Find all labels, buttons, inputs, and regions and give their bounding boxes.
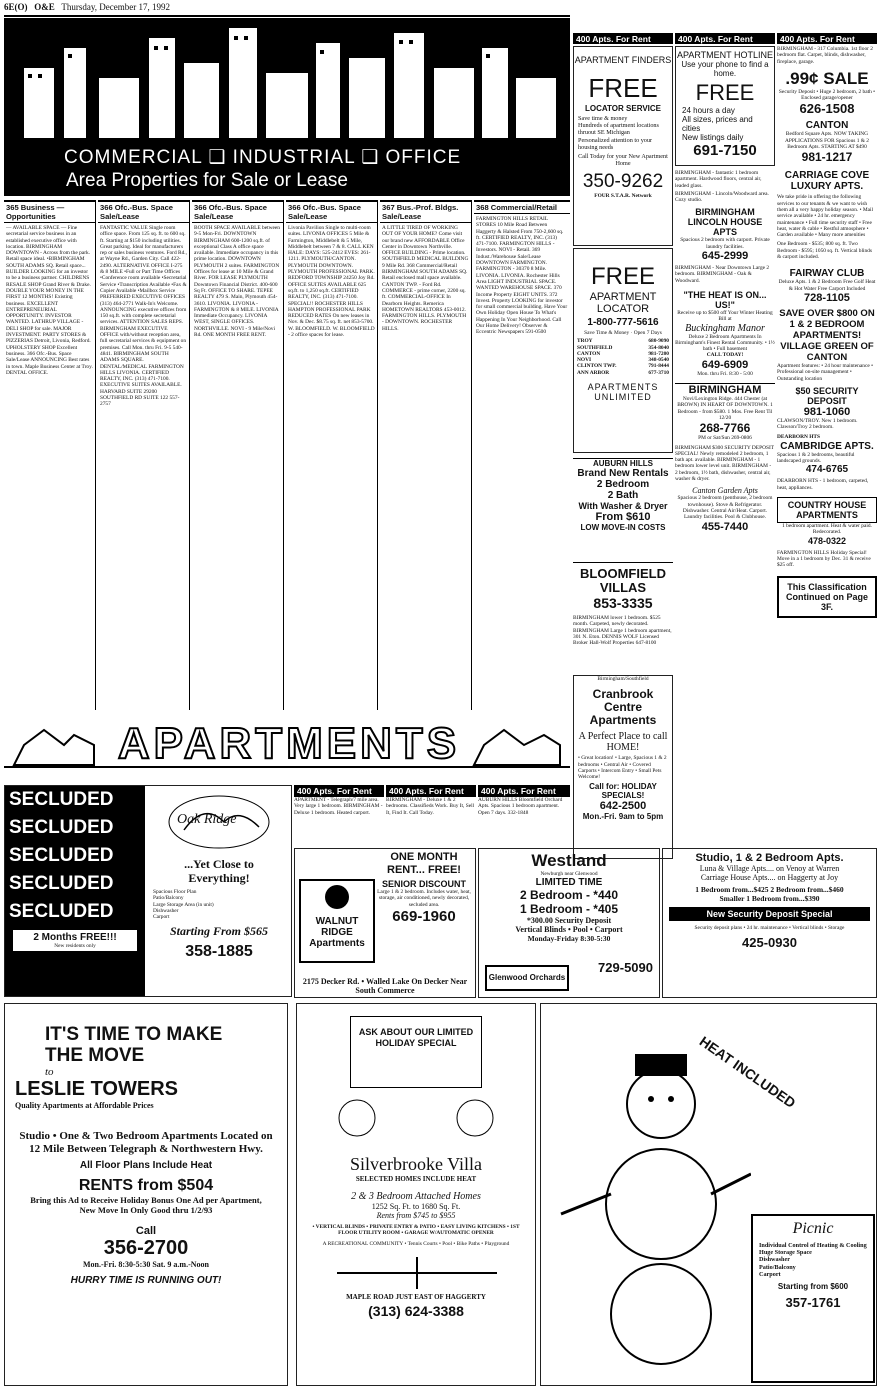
leslie-rents: RENTS from $504: [78, 1177, 214, 1194]
bloomfield-phone: 853-3335: [593, 595, 653, 611]
walnut-ridge-ad: [294, 848, 476, 998]
column-header: 365 Business — Opportunities: [4, 200, 95, 223]
page-number: 6E(O): [4, 2, 28, 12]
walnut-content: [375, 851, 473, 925]
commercial-col-5: [380, 200, 472, 710]
city-skyline: [4, 18, 570, 138]
heat-included-ad: [540, 1003, 877, 1386]
apts-col-text: AUBURN HILLS Bloomfield Orchard Apts. Spacious 1 bedroom apartment. Open 7 days. 332-1848: [478, 797, 563, 816]
finders-bullets: [574, 113, 672, 153]
silverbrooke-townhomes: 2 & 3 Bedroom Attached Homes: [351, 1191, 481, 1202]
canton-garden-text: Spacious 2 bedroom (penthouse, 2 bedroom townhouse). Stove & Refrigerator. Dishwasher. Central Air/Heat. Carport. Laundry facilities. Pool & Clubhouse.: [677, 495, 773, 521]
westland-ad: [478, 848, 660, 998]
right-ads: [777, 46, 877, 818]
secluded-word: SECLUDED: [9, 901, 114, 922]
commercial-col-1: [4, 200, 96, 710]
auburn-line: From $610: [595, 511, 651, 523]
mid-right-ads: [675, 170, 775, 818]
locator-free: FREE: [590, 263, 655, 290]
tree-icon: [303, 881, 371, 911]
westland-limited: LIMITED TIME: [535, 877, 603, 889]
secluded-ad: [4, 785, 292, 997]
cranbrook-features: • Great location! • Large, Spacious 1 & 2 bedrooms • Central Air • Covered Carports • Intercom Entry • Small Pets Welcome!: [578, 755, 667, 781]
apts-col-header: 400 Apts. For Rent: [478, 785, 570, 797]
picnic-box: [751, 1214, 875, 1383]
apts-header-2: 400 Apts. For Rent: [675, 33, 775, 44]
ornament-box: [350, 1016, 482, 1088]
canton-text: Bedford Square Apts. NOW TAKING APPLICATIONS FOR Spacious 1 & 2 Bedroom Apts. STARTING AT $490: [784, 131, 869, 151]
paper-name: O&E: [34, 2, 55, 12]
filler-text: BIRMINGHAM - Lincoln/Woodward area. Cozy studio.: [675, 190, 769, 204]
cranbrook-call: Call for: HOLIDAY SPECIALS!: [589, 782, 657, 801]
locator-row: NOVI 348-0540: [577, 357, 669, 364]
filler-text: BIRMINGHAM - fantastic 1 bedroom apartment. Hardwood floors, central air, leaded glass.: [675, 170, 762, 189]
locator-row: SOUTHFIELD 354-8040: [577, 344, 669, 351]
locator-title: APARTMENT LOCATOR: [589, 291, 657, 315]
finders-bullet: Save time & money: [578, 115, 628, 122]
filler-text: BIRMINGHAM - Near Downtown Large 2 bedroom. BIRMINGHAM - Oak & Woodward.: [675, 265, 770, 284]
picnic-feature: Huge Storage Space: [759, 1249, 812, 1257]
locator-note: Save Time & Money · Open 7 Days: [584, 330, 662, 336]
carriage-cove: CARRIAGE COVE LUXURY APTS.: [784, 170, 870, 193]
column-header: 366 Ofc.-Bus. Space Sale/Lease: [286, 200, 377, 223]
secluded-word: SECLUDED: [9, 873, 114, 894]
dearborn-hts: DEARBORN HTS: [777, 434, 820, 441]
westland-two-bed: 2 Bedroom - *440: [519, 888, 619, 903]
silverbrooke-rents: Rents from $745 to $955: [376, 1211, 456, 1220]
country-house: COUNTRY HOUSE APARTMENTS: [777, 497, 877, 523]
cambridge-title: CAMBRIDGE APTS.: [780, 440, 874, 452]
walnut-address: 2175 Decker Rd. • Walled Lake On Decker Near South Commerce: [302, 977, 468, 995]
leslie-phone: 356-2700: [103, 1237, 189, 1259]
westland-phone: 729-5090: [598, 960, 653, 975]
apts-header-3: 400 Apts. For Rent: [777, 33, 877, 44]
finders-bullet: Personalized attention to your housing needs: [578, 136, 653, 151]
phone-hours: PM or Sat/Sun 269-0806: [698, 435, 752, 442]
leslie-call: Call: [135, 1225, 157, 1237]
apts-col-a: [294, 785, 384, 845]
oak-feature: Dishwasher: [153, 907, 179, 914]
country-phone: 478-0322: [807, 535, 847, 546]
secluded-word: SECLUDED: [9, 845, 114, 866]
sale-title: .99¢ SALE: [785, 68, 869, 88]
silverbrooke-name: Silverbrooke Villa: [349, 1154, 483, 1174]
leslie-desc: Studio • One & Two Bedroom Apartments Located on 12 Mile Between Telegraph & Northwestern Hwy.: [19, 1130, 273, 1155]
luna-line: Luna & Village Apts.... on Venoy at Warren: [699, 864, 840, 873]
locator-row: CANTON 981-7200: [577, 350, 669, 357]
commercial-title: COMMERCIAL ❑ INDUSTRIAL ❑ OFFICE: [64, 147, 462, 168]
walnut-name: WALNUT RIDGE Apartments: [309, 916, 365, 949]
picnic-price: Starting from $600: [777, 1282, 849, 1292]
canton-garden-phone: 455-7440: [701, 520, 749, 533]
cranbrook-ad: [573, 675, 673, 859]
cambridge-phone: 474-6765: [805, 464, 849, 476]
column-text: BOOTH SPACE AVAILABLE between 9-5 Mon-Fri. DOWNTOWN BIRMINGHAM 600-1200 sq.ft. of exceptional Class A office space available. Immediate occupancy in this prime location. DOWNTOWN PLYMOUTH 2 suites. FARMINGTON Offices for lease at 10 Mile & Grand River. FOR LEASE PLYMOUTH Downtown Financial District. 400-600 Sq Ft. OFFICE TO SHARE. TEPEE REALTY 479 S. Main, Plymouth 454-3610. LIVONIA. LIVONIA - FARMINGTON & 8 MILE. LIVONIA Immediate Occupancy. LIVONIA WEST, SINGLE OFFICES. NORTHVILLE. NOVI - 9 Mile/Novi Rd. ONE MONTH FREE RENT.: [194, 225, 281, 339]
walnut-desc: Large 1 & 2 bedroom. Includes water, heat, storage, air conditioned, newly decorated, secluded area.: [377, 889, 471, 908]
locator-row: ANN ARBOR 677-3710: [577, 369, 669, 376]
column-header: 366 Ofc.-Bus. Space Sale/Lease: [98, 200, 189, 223]
cranbrook-hours: Mon.-Fri. 9am to 5pm: [582, 812, 664, 822]
farmington-text: FARMINGTON HILLS Holiday Special! Move in a 1 bedroom by Dec. 31 & receive $25 off.: [777, 549, 871, 569]
finders-free: FREE: [588, 73, 658, 103]
oak-ridge-tag: ...Yet Close to Everything!: [184, 857, 254, 885]
sale-phone: 626-1508: [799, 101, 855, 117]
leslie-time: IT'S TIME TO MAKE THE MOVE: [45, 1024, 223, 1066]
finders-call: Call Today for your New Apartment Home: [578, 153, 668, 168]
heat-is-on: "THE HEAT IS ON... US!": [683, 289, 767, 310]
canton-garden: Canton Garden Apts: [692, 486, 758, 496]
free-text: 2 Months FREE!!!: [33, 932, 117, 943]
picnic-features: [753, 1238, 873, 1282]
silverbrooke-road: MAPLE ROAD JUST EAST OF HAGGERTY: [346, 1292, 486, 1301]
walnut-phone: 669-1960: [392, 907, 456, 925]
westland-deposit: *300.00 Security Deposit: [526, 916, 612, 926]
silverbrooke-features: • VERTICAL BLINDS • PRIVATE ENTRY & PATIO • EASY LIVING KITCHENS • 1ST FLOOR UTILITY ROOM • GARAGE W/AUTOMATIC OPENER: [312, 1224, 520, 1237]
column-header: 368 Commercial/Retail: [474, 200, 570, 214]
leslie-name: LESLIE TOWERS: [15, 1078, 178, 1100]
silverbrooke-phone: (313) 624-3388: [368, 1302, 464, 1319]
apartment-hotline-ad: [675, 46, 775, 166]
snowman-icon: [551, 1014, 751, 1374]
apts-col-header: 400 Apts. For Rent: [386, 785, 476, 797]
silverbrooke-community: A RECREATIONAL COMMUNITY • Tennis Courts • Pool • Bike Paths • Playground: [322, 1240, 510, 1247]
hotline-bullet: 24 hours a day: [682, 106, 735, 115]
commercial-col-4: [286, 200, 378, 710]
leslie-hours: Mon.-Fri. 8:30-5:30 Sat. 9 a.m.-Noon: [83, 1260, 209, 1269]
lincoln-text: Spacious 2 bedroom with carport. Private laundry facilities.: [680, 237, 770, 250]
cambridge-text: Spacious 1 & 2 bedrooms, beautiful landscaped grounds.: [777, 451, 855, 465]
column-header: 367 Bus.-Prof. Bldgs. Sale/Lease: [380, 200, 471, 223]
westland-features: Vertical Blinds • Pool • Carport: [515, 925, 623, 935]
picnic-feature: Patio/Balcony: [759, 1263, 796, 1271]
westland-sub: Newburgh near Glenwood: [540, 871, 598, 877]
apts-col-header: 400 Apts. For Rent: [294, 785, 384, 797]
save-headline: SAVE OVER $800 ON 1 & 2 BEDROOM APARTMENTS! VILLAGE GREEN OF CANTON: [779, 307, 875, 363]
hotline-free: FREE: [695, 80, 755, 105]
sale-text: Security Deposit • Huge 2 bedroom, 2 bath • Enclosed garage/opener: [778, 88, 876, 102]
luna-ad: [662, 848, 877, 998]
leslie-towers-ad: [4, 1003, 288, 1386]
filler-text: BIRMINGHAM - 317 Columbia. 1st floor 2 bedroom flat. Carpet, blinds, dishwasher, fireplace, garage.: [777, 46, 873, 65]
heat-included-text: HEAT INCLUDED: [696, 1032, 799, 1112]
leslie-bring: Bring this Ad to Receive Holiday Bonus One Ad per Apartment, New Move In Only Good thru 1/2/93: [30, 1195, 262, 1215]
auburn-title: AUBURN HILLS: [593, 459, 653, 468]
walnut-headline: ONE MONTH RENT... FREE!: [387, 851, 461, 876]
auburn-line: LOW MOVE-IN COSTS: [580, 523, 666, 532]
finders-title: APARTMENT FINDERS: [574, 55, 672, 65]
silverbrooke-selected: SELECTED HOMES INCLUDE HEAT: [355, 1175, 477, 1183]
auburn-line: 2 Bedroom: [596, 479, 650, 490]
holiday-ornament-icon: [297, 1088, 535, 1148]
commercial-banner: [4, 18, 570, 196]
oak-phone: 358-1885: [185, 943, 253, 961]
security-deposit: $50 SECURITY DEPOSIT: [795, 385, 859, 406]
apts-col-text: BIRMINGHAM - Deluxe 1 & 2 bedrooms. Classifieds Work. Buy It, Sell It, Find It. Call Today.: [386, 797, 475, 816]
column-text: FARMINGTON HILLS RETAIL STORES 10 Mile Road Between Haggerty & Halsted From 750-2,600 sq. ft. CERTIFIED REALTY, INC. (313) 471-7100. FARMINGTON HILLS - Investors. NOVI - Retail. 369 Indust./Warehouse Sale/Lease DOWNTOWN FARMINGTON. FARMINGTON - 30370 8 Mile. LIVONIA. LIVONIA. Rochester Hills Area LIGHT INDUSTRIAL SPACE. WANTED WAREHOUSE SPACE. 370 Income Property EIGHT UNITS. 372 Invest. Property LOOKING for investor for small commercial building. Have Your Own Holiday Open House To What's Happening In Your Neighborhood. Call Our Home Delivery! Observer & Eccentric Newspapers 591-0500: [476, 216, 568, 336]
oak-price: Starting From $565: [169, 924, 269, 939]
oak-features: [147, 885, 291, 924]
heat-text: Receive up to $500 off Your Winter Heating Bill at: [677, 309, 773, 323]
apts-col-c: [478, 785, 570, 845]
free-box: [13, 930, 137, 951]
masthead: [4, 2, 584, 16]
walnut-senior: SENIOR DISCOUNT: [381, 879, 466, 889]
hotline-phone: 691-7150: [693, 142, 757, 159]
security-phone: 981-1060: [803, 405, 851, 418]
fairway-title: FAIRWAY CLUB: [789, 268, 865, 280]
apts-col-text: APARTMENT - Telegraph/7 mile area. Very large 1 bedroom. BIRMINGHAM - Deluxe 1 bedroom. Heated carport.: [294, 797, 383, 816]
buck-text: Deluxe 2 Bedroom Apartments In Birmingham's Finest Rental Community. • 1½ bath • Full basement: [675, 333, 775, 353]
fairway-phone: 728-1105: [804, 291, 850, 304]
westland-hours: Monday-Friday 8:30-5:30: [527, 934, 611, 944]
apartments-unlimited: APARTMENTS UNLIMITED: [587, 382, 659, 403]
apts-col-b: [386, 785, 476, 845]
call-today: CALL TODAY!: [706, 352, 744, 359]
picnic-phone: 357-1761: [785, 1295, 841, 1311]
locator-row: CLINTON TWP. 791-8444: [577, 363, 669, 370]
finders-service: LOCATOR SERVICE: [584, 104, 661, 113]
leslie-heat: All Floor Plans Include Heat: [79, 1160, 213, 1171]
auburn-line: Brand New Rentals: [577, 468, 669, 479]
secluded-words: [5, 786, 145, 997]
map-icon: [297, 1253, 535, 1293]
oak-ridge-name: Oak Ridge: [177, 812, 237, 827]
silverbrooke-size: 1252 Sq. Ft. to 1680 Sq. Ft.: [371, 1202, 461, 1211]
column-text: — AVAILABLE SPACE — Fine secretarial service business in an established executive office with location. BIRMINGHAM DOWNTOWN - Across from the park. Retail space ideal. •BIRMINGHAM SOUTH ADAMS SQ. Retail space... BUILDER LOOKING for an investor to be a business partner. CHILDRENS RESALE SHOP Grand River & Drake. DOUBLE YOUR MONEY IN THE FIRST 12 MONTHS! Existing business. EXCELLENT ENTREPRENEURIAL OPPORTUNITY. INVESTOR WANTED. LATHRUP VILLAGE - DELI SHOP for sale. MAJOR INVESTMENT. PARTY STORES & PIZZERIAS Detroit, Livonia, Redford. UPHOLSTERY SHOP Excellent business. 366 Ofc.-Bus. Space Sale/Lease ANNOUNCING Best rates in town. Maple Business Center at Troy. DENTAL OFFICE.: [6, 225, 93, 376]
leslie-quality: Quality Apartments at Affordable Prices: [15, 1101, 154, 1110]
oak-feature: Spacious Floor Plan: [153, 889, 197, 895]
auburn-line: With Washer & Dryer: [578, 501, 668, 511]
canton-info: One Bedroom - $535; 800 sq. ft. Two Bedroom - $595; 1050 sq. ft. Vertical blinds & carport included.: [777, 241, 872, 261]
auburn-hills-ad: [573, 458, 673, 558]
carriage-text: We take pride in offering the following services to our tenants & we want to wish them all a very happy holiday season. • Mail service available • 24 hr. emergency maintenance • Full time security staff • Free heat, water & cable • Restful atmosphere • Garden available • Many more amenities: [777, 194, 874, 239]
luna-title: Studio, 1 & 2 Bedroom Apts.: [695, 852, 844, 864]
glenwood-logo: [485, 965, 569, 991]
leslie-hurry: HURRY TIME IS RUNNING OUT!: [70, 1275, 222, 1286]
buckingham: Buckingham Manor: [685, 322, 765, 334]
clawson-text: CLAWSON/TROY. New 1 bedroom. Clawson/Troy 2 bedroom.: [777, 417, 858, 431]
hotline-bullet: New listings daily: [682, 133, 744, 142]
bloomfield-villas-ad: [573, 562, 673, 672]
hotline-sub: Use your phone to find a home.: [681, 60, 769, 78]
apartment-finders-ad: [573, 46, 673, 246]
apartment-locator-ad: [573, 248, 673, 453]
luna-prices-2: Smaller 1 Bedroom from...$390: [719, 894, 820, 903]
canton-title: CANTON: [805, 120, 849, 132]
luna-phone: 425-0930: [742, 935, 797, 951]
leslie-to: to: [45, 1066, 54, 1078]
apartments-banner: [4, 715, 570, 775]
column-text: Livonia Pavilion Single to multi-room suites. LIVONIA OFFICES 5 Mile & Farmington, Middlebelt & 5 Mile, Middlebelt between 7 & 8. CALL KEN HALE: DAYS: 525-2412 EVES: 261-1211. PLYMOUTH/CANTON. PLYMOUTH DOWNTOWN. PLYMOUTH PROFESSIONAL PARK. REDFORD TOWNSHIP 24250 Joy Rd. OFFICE SUITES AVAILABLE 625 sq.ft. to 1,250 sq.ft. CERTIFIED REALTY, INC. (313) 471-7100. SPECIAL!! ROCHESTER HILLS HAMPTON PROFESSIONAL PARK REDUCED RATES On new leases in Nov. & Dec. $8.75 sq. ft. net 853-5700. W. BLOOMFIELD. W. BLOOMFIELD - 2 office spaces for lease.: [288, 225, 375, 339]
luna-prices: 1 Bedroom from...$425 2 Bedroom from...$460: [695, 885, 844, 894]
canton-phone: 981-1217: [801, 150, 853, 165]
birm-text: Novi/Lexington Ridge. 444 Chester (at BROWN) IN HEART OF DOWNTOWN. 1 Bedroom - from $580. 1 Mos. Free Rent Til 12/20: [677, 396, 773, 421]
birmingham-title: BIRMINGHAM: [675, 383, 775, 396]
locator-rows: [574, 338, 672, 376]
classification-note: This Classification Continued on Page 3F.: [777, 576, 877, 618]
oak-feature: Large Storage Area (in unit): [153, 901, 214, 908]
hotline-title: APARTMENT HOTLINE: [676, 50, 774, 60]
commercial-col-3: [192, 200, 284, 710]
column-text: FANTASTIC VALUE Single room office space. From 125 sq. ft. to 600 sq. ft. Starting at $150 including utilities. Great parking. Ideal for manufacturers rep or sales business ventures. Ford Rd., at Wayne Rd., Garden City. Call 422-2490. ALTERNATIVE OFFICE I-275 & 8 MILE •Full or Part Time Offices •Conference room available •Secretarial Service •Transcription Available •Fax & Copier Available •Mailbox Service PREFERRED EXECUTIVE OFFICES (313) 464-2771 Walk-In's Welcome. ANNOUNCING executive offices from 150 sq.ft. with complete secretarial services. ATTENTION SALES REPS. BIRMINGHAM EXECUTIVE OFFICE with/without reception area, full secretarial services & equipment on premises. Call Mon. thru Fri. 9-5 540-4841. BIRMINGHAM SOUTH ADAMS SQUARE. DENTAL/MEDICAL FARMINGTON HILLS LIVONIA. CERTIFIED REALTY, INC. (313) 471-7100. EXECUTIVE SUITES AVAILABLE. HARVARD SUITE 29200 SOUTHFIELD RD SUITE 122 557-2757: [100, 225, 187, 408]
secluded-word: SECLUDED: [9, 817, 114, 838]
picnic-feature: Individual Control of Heating & Cooling: [759, 1242, 867, 1249]
silverbrooke-ask: ASK ABOUT OUR LIMITED HOLIDAY SPECIAL: [358, 1027, 474, 1048]
cranbrook-tagline: A Perfect Place to call HOME!: [578, 731, 668, 754]
issue-date: Thursday, December 17, 1992: [61, 2, 170, 12]
bloomfield-text: BIRMINGHAM lower 1 bedroom. $525 month. Carpeted, newly decorated. BIRMINGHAM Large 1 bedroom apartment, 301 N. Eton. DENNIS WOLF Licensed Broker Hall-Wolf Properties 647-8100: [573, 615, 672, 647]
walnut-logo: [299, 879, 375, 963]
hotline-bullets: [676, 106, 774, 142]
westland-one-bed: 1 Bedroom - *405: [519, 902, 619, 917]
silverbrooke-ad: [296, 1003, 536, 1386]
cranbrook-phone: 642-2500: [599, 800, 647, 813]
locator-row: TROY 680-9090: [577, 338, 669, 345]
finders-phone: 350-9262: [582, 171, 664, 193]
dearborn-text: DEARBORN HTS - 1 bedroom, carpeted, heat, appliances.: [777, 478, 869, 491]
fairway-text: Deluxe Apts. 1 & 2 Bedroom Free Golf Heat & Hot Water Free Carport Included: [778, 279, 876, 292]
locator-phone: 1-800-777-5616: [587, 317, 659, 328]
picnic-feature: Carport: [759, 1270, 781, 1278]
buck-hours: Mon. thru Fri. 8:30 - 5:00: [697, 370, 753, 377]
picnic-feature: Dishwasher: [759, 1256, 790, 1264]
column-header: 366 Ofc.-Bus. Space Sale/Lease: [192, 200, 283, 223]
lincoln-house: BIRMINGHAM LINCOLN HOUSE APTS: [687, 207, 763, 238]
country-text: 1 bedroom apartment. Heat & water paid. Redecorated.: [782, 522, 872, 536]
column-text: A LITTLE TIRED OF WORKING OUT OF YOUR HOME? Come visit our brand new AFFORDABLE Office Center in Downtown Northville. OFFICE BUILDING - Prime location. SOUTHFIELD MEDICAL BUILDING 9 Mile Rd. 368 Commercial/Retail BIRMINGHAM SOUTH ADAMS SQ. Retail enclosed mall space available. CANTON TWP. - Ford Rd. COMMERCE - prime corner, 2200 sq. ft. COMMERCIAL-OFFICE In Dearborn Heights. Remerica HOMETOWN REALTORS 453-0012. FARMINGTON HILLS. PLYMOUTH - DOWNTOWN. ROCHESTER HILLS.: [382, 225, 469, 332]
phone-268: 268-7766: [699, 421, 751, 436]
luna-special: New Security Deposit Special: [669, 907, 870, 921]
auburn-line: 2 Bath: [607, 490, 639, 501]
cranbrook-title: Cranbrook Centre Apartments: [589, 687, 657, 728]
commercial-subtitle: Area Properties for Sale or Lease: [66, 170, 348, 191]
glenwood-name: Glenwood Orchards: [488, 973, 566, 982]
apts-header-1: 400 Apts. For Rent: [573, 33, 673, 44]
finders-bullet: Hundreds of apartment locations thruout SE Michigan: [578, 122, 659, 137]
secluded-word: SECLUDED: [9, 789, 114, 810]
cranbrook-loc: Birmingham/Southfield: [597, 676, 649, 682]
commercial-col-6: [474, 200, 570, 710]
bloomfield-title: BLOOMFIELD VILLAS: [580, 566, 666, 595]
oak-feature: Carport: [153, 914, 170, 921]
oak-feature: Patio/Balcony: [153, 895, 184, 902]
newres-text: New residents only: [54, 943, 96, 949]
luna-text: Security deposit plans • 24 hr. maintenance • Vertical blinds • Storage: [694, 925, 845, 931]
buck-phone: 649-6909: [701, 358, 749, 371]
commercial-col-2: [98, 200, 190, 710]
filler-text: BIRMINGHAM $300 SECURITY DEPOSIT SPECIAL! Newly remodeled 2 bedroom, 1 bath apt. available. BIRMINGHAM - 1 bedroom lower level unit. BIRMINGHAM - 2 bedroom, 1½ bath, dishwasher, central air, washer & dryer.: [675, 444, 774, 483]
finders-network: FOUR S.T.A.R. Network: [594, 193, 652, 200]
oak-ridge: [147, 786, 291, 996]
hotline-bullet: All sizes, prices and cities: [682, 115, 753, 133]
westland-name: Westland: [531, 851, 607, 870]
apartments-title: APARTMENTS: [117, 719, 461, 768]
carriage-line: Carriage House Apts.... on Haggerty at Joy: [700, 873, 839, 882]
save-text: Apartment features: • 24 hour maintenance • Professional on-site management • Outstanding location: [777, 362, 873, 382]
picnic-logo: Picnic: [792, 1220, 834, 1237]
lincoln-phone: 645-2999: [701, 250, 749, 263]
